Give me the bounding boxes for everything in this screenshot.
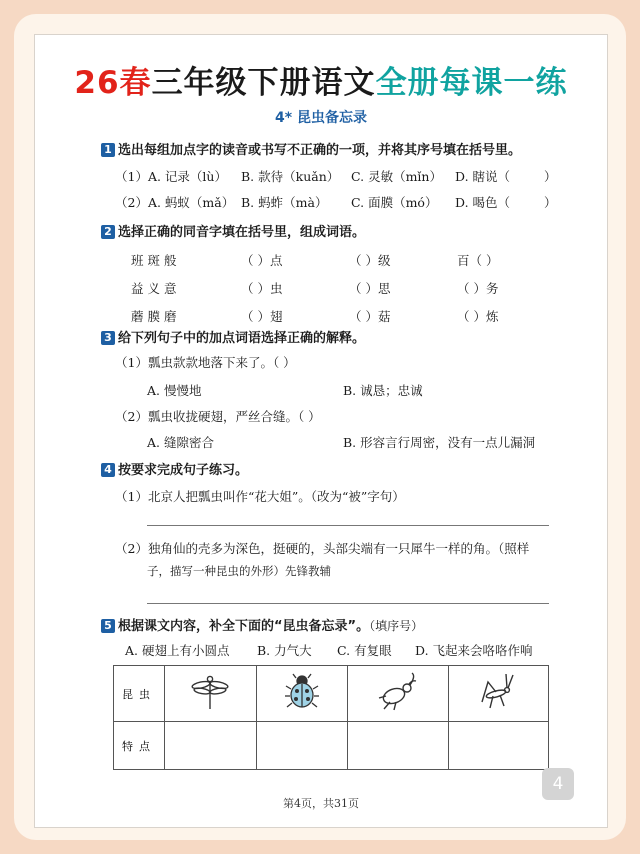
- page-title: [35, 57, 607, 102]
- q1-row2-answer-bracket[interactable]: ）: [544, 195, 557, 210]
- q1-row1-c: C. 灵敏（mǐn）: [351, 169, 442, 184]
- grasshopper-icon: [476, 672, 520, 712]
- q1-text: 选出每组加点字的读音或书写不正确的一项，并将其序号填在括号里。: [118, 143, 522, 158]
- q3-sentence-2: （2）瓢虫收拢硬翅，严丝合缝。（ ）: [115, 409, 321, 424]
- q2-row1-word3[interactable]: 百（ ）: [457, 253, 499, 268]
- q2-row1-chars: 班 斑 般: [131, 253, 177, 268]
- insect-memo-table: [113, 665, 549, 770]
- insect-cell-4: [448, 666, 548, 722]
- q1-row1-answer-bracket[interactable]: ）: [544, 169, 557, 184]
- insect-cell-3: [348, 666, 448, 722]
- dragonfly-icon: [190, 672, 230, 712]
- q2-row3-word2[interactable]: （ ）菇: [349, 309, 391, 324]
- q2-row3-chars: 蘑 膜 磨: [131, 309, 177, 324]
- title-part-1: 26春: [74, 65, 152, 101]
- q3-number: 3: [101, 331, 115, 345]
- q4-text: 按要求完成句子练习。: [118, 463, 249, 478]
- q2-row2-word1[interactable]: （ ）虫: [241, 281, 283, 296]
- q4-heading: [101, 459, 248, 478]
- q5-note: （填序号）: [369, 619, 424, 633]
- insect-cell-2: [256, 666, 348, 722]
- q1-number: 1: [101, 143, 115, 157]
- q2-row2-chars: 益 义 意: [131, 281, 177, 296]
- q3-option-2a[interactable]: A. 缝隙密合: [147, 435, 214, 450]
- q2-heading: [101, 221, 365, 240]
- q2-row3-word1[interactable]: （ ）翅: [241, 309, 283, 324]
- worksheet-page: [34, 34, 608, 828]
- beetle-icon: [376, 672, 420, 712]
- q5-option-d: D. 飞起来会咯咯作响: [415, 643, 533, 658]
- q4-sentence-2b: 子，描写一种昆虫的外形）先锋教辅: [147, 564, 331, 578]
- q1-row2-d: D. 喝色（: [455, 195, 511, 210]
- q2-row1-word2[interactable]: （ ）级: [349, 253, 391, 268]
- insect-cell-1: [165, 666, 257, 722]
- q2-row3-word3[interactable]: （ ）炼: [457, 309, 499, 324]
- q4-sentence-1: （1）北京人把瓢虫叫作“花大姐”。（改为“被”字句）: [115, 489, 405, 504]
- q1-row1-a: （1）A. 记录（lù）: [115, 169, 227, 184]
- page-badge: 4: [542, 768, 574, 800]
- feature-cell-2[interactable]: [256, 722, 348, 770]
- q5-option-a: A. 硬翅上有小圆点: [125, 643, 230, 658]
- q3-option-2b[interactable]: B. 形容言行周密，没有一点儿漏洞: [343, 435, 536, 450]
- feature-cell-3[interactable]: [348, 722, 448, 770]
- q2-text: 选择正确的同音字填在括号里，组成词语。: [118, 225, 366, 240]
- row-label-insect: 昆虫: [114, 666, 165, 722]
- q3-option-1b[interactable]: B. 诚恳；忠诚: [343, 383, 423, 398]
- q3-option-1a[interactable]: A. 慢慢地: [147, 383, 202, 398]
- q5-option-b: B. 力气大: [257, 643, 312, 658]
- row-label-feature: 特点: [114, 722, 165, 770]
- ladybug-icon: [282, 672, 322, 712]
- q5-number: 5: [101, 619, 115, 633]
- q4-sentence-2a: （2）独角仙的壳多为深色，挺硬的，头部尖端有一只犀牛一样的角。（照样: [115, 541, 530, 556]
- q4-answer-line-1[interactable]: [147, 525, 549, 526]
- page-number: 第4页，共31页: [283, 797, 359, 810]
- q1-row2-a: （2）A. 蚂蚁（mǎ）: [115, 195, 235, 210]
- q2-row1-word1[interactable]: （ ）点: [241, 253, 283, 268]
- q1-row1-d: D. 瞎说（: [455, 169, 511, 184]
- q2-row2-word3[interactable]: （ ）务: [457, 281, 499, 296]
- q3-heading: [101, 327, 365, 346]
- q2-row2-word2[interactable]: （ ）思: [349, 281, 391, 296]
- q1-row2-b: B. 蚂蚱（mà）: [241, 195, 328, 210]
- q5-option-c: C. 有复眼: [337, 643, 392, 658]
- q4-number: 4: [101, 463, 115, 477]
- q3-text: 给下列句子中的加点词语选择正确的解释。: [118, 331, 366, 346]
- q3-sentence-1: （1）瓢虫款款地落下来了。（ ）: [115, 355, 296, 370]
- q4-answer-line-2[interactable]: [147, 603, 549, 604]
- title-part-2: 三年级下册语文: [151, 65, 376, 101]
- q2-number: 2: [101, 225, 115, 239]
- q5-text: 根据课文内容，补全下面的“昆虫备忘录”。: [118, 619, 370, 634]
- q1-row2-c: C. 面膜（mó）: [351, 195, 438, 210]
- q5-heading: [101, 615, 423, 634]
- q1-row1-b: B. 款待（kuǎn）: [241, 169, 340, 184]
- title-part-3: 全册每课一练: [375, 65, 568, 101]
- q1-heading: [101, 139, 521, 158]
- feature-cell-4[interactable]: [448, 722, 548, 770]
- lesson-title: 4* 昆虫备忘录: [275, 110, 367, 126]
- feature-cell-1[interactable]: [165, 722, 257, 770]
